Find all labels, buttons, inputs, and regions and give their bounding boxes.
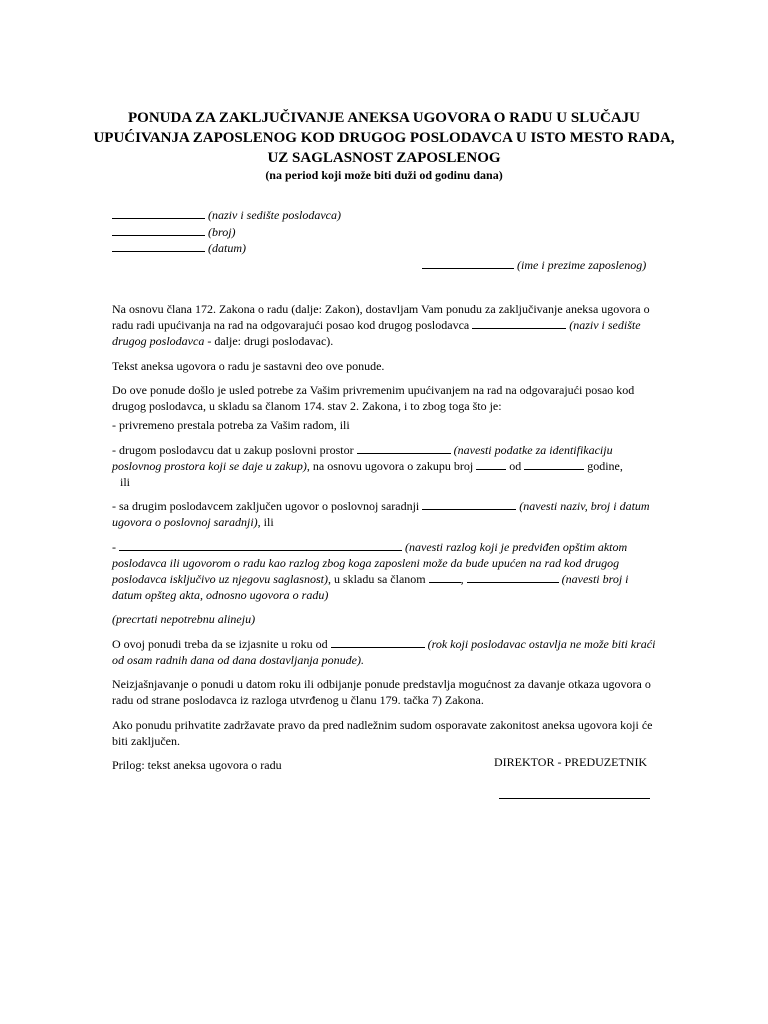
bullet-4-dash: - <box>112 539 116 554</box>
bullet-2-text-2: , na osnovu ugovora o zakupu broj <box>306 458 474 473</box>
paragraph-consequence: Neizjašnjavanje o ponudi u datom roku ili odbijanje ponude predstavlja mogućnost za davanje otkaza ugovora o radu od strane poslodavca iz razloga utvrđenog u članu 179. tačka 7) Zakona. <box>112 677 651 707</box>
deadline-hint: (rok koji poslodavac ostavlja ne može biti kraći od osam radnih dana od dana dostavljanja ponude). <box>112 636 656 667</box>
bullet-2-hint: (navesti podatke za identifikaciju poslovnog prostora koji se daje u zakup) <box>112 442 613 473</box>
date-blank <box>112 241 205 252</box>
intro-hint: (naziv i sedište drugog poslodavca <box>112 318 641 348</box>
paragraph-reason: Do ove ponude došlo je usled potrebe za Vašim privremenim upućivanjem na rad na odgovarajući posao kod drugog poslodavca, u skladu sa članom 174. stav 2. Zakona, i to zbog toga što je: <box>112 383 635 413</box>
intro-text: Na osnovu člana 172. Zakona o radu (dalje: Zakon), dostavljam Vam ponudu za zaključivanje aneksa ugovora o radu radi upućivanja na rad na odgovarajući posao kod drugog poslodavca <box>112 302 650 332</box>
employee-hint: (ime i prezime zaposlenog) <box>517 258 647 272</box>
bullet-3-text-2: , ili <box>257 515 274 529</box>
bullet-1: - privremeno prestala potreba za Vašim radom, ili <box>112 418 350 432</box>
bullet-3-blank <box>422 499 516 510</box>
bullet-2 <box>112 442 657 490</box>
bullet-4-hint: (navesti razlog koji je predviđen opštim aktom poslodavca ili ugovorom o radu kao razlog zbog koga zaposleni može da bude upućen na rad kod drugog poslodavca isključivo uz njegovu saglasnost) <box>112 539 628 586</box>
bullet-3-text: - sa drugim poslodavcem zaključen ugovor o poslovnoj saradnji <box>112 499 420 513</box>
number-blank <box>112 225 205 236</box>
paragraph-annex: Tekst aneksa ugovora o radu je sastavni deo ove ponude. <box>112 358 385 373</box>
employer-blank <box>112 208 205 219</box>
bullet-4-hint-2: (navesti broj i datum opšteg akta, odnosno ugovora o radu) <box>112 571 629 602</box>
signature-line <box>499 786 650 799</box>
bullet-3-hint: (navesti naziv, broj i datum ugovora o poslovnoj saradnji) <box>112 499 650 529</box>
bullet-2-ili: ili <box>120 474 131 489</box>
intro-text-end: - dalje: drugi poslodavac). <box>204 334 334 348</box>
bullet-2-blank-3 <box>524 459 584 470</box>
number-hint: (broj) <box>208 224 236 239</box>
bullet-4-blank-1 <box>119 540 402 551</box>
paragraph-rights: Ako ponudu prihvatite zadržavate pravo da pred nadležnim sudom osporavate zakonitost aneksa ugovora koji će biti zaključen. <box>112 717 653 748</box>
bullet-2-text-3: godine, <box>587 458 623 473</box>
title-line-3: UZ SAGLASNOST ZAPOSLENOG <box>267 150 501 166</box>
bullet-4-blank-3 <box>467 572 559 583</box>
employee-field <box>422 258 646 273</box>
number-field <box>112 224 341 241</box>
bullet-2-blank-2 <box>476 459 506 470</box>
bullet-4-text-2: , u skladu sa članom <box>327 571 426 586</box>
intro-blank <box>472 318 566 329</box>
date-field <box>112 240 341 257</box>
bullet-4-blank-2 <box>429 572 461 583</box>
date-hint: (datum) <box>208 241 246 255</box>
employee-blank <box>422 258 514 269</box>
title-line-2: UPUĆIVANJA ZAPOSLENOG KOD DRUGOG POSLODAVCA U ISTO MESTO RADA, <box>93 130 675 146</box>
employer-field <box>112 207 341 224</box>
paragraph-deadline <box>112 636 657 668</box>
paragraph-attachment: Prilog: tekst aneksa ugovora o radu <box>112 758 282 772</box>
title-subtitle: (na period koji može biti duži od godinu dana) <box>265 168 503 182</box>
bullet-2-od: od <box>509 458 522 473</box>
director-title: DIREKTOR - PREDUZETNIK <box>494 755 648 769</box>
bullet-4: - (navesti razlog koji je predviđen opštim aktom poslodavca ili ugovorom o radu kao razlog zbog koga zaposleni može da bude upućen na rad kod drugog poslodavca isključivo uz njegovu saglasnost), u skladu sa članom , (navesti broj i datum opšteg akta, odnosno ugovora o radu) <box>112 539 629 602</box>
header-fields <box>112 207 341 257</box>
deadline-blank <box>331 637 425 648</box>
employer-hint: (naziv i sedište poslodavca) <box>208 208 341 222</box>
bullet-3 <box>112 498 657 530</box>
paragraph-intro <box>112 301 657 349</box>
deadline-text: O ovoj ponudi treba da se izjasnite u roku od <box>112 636 328 651</box>
document-title <box>0 108 768 183</box>
strike-note: (precrtati nepotrebnu alineju) <box>112 612 256 626</box>
title-line-1: PONUDA ZA ZAKLJUČIVANJE ANEKSA UGOVORA O RADU U SLUČAJU <box>128 110 640 126</box>
bullet-2-blank-1 <box>357 443 451 454</box>
bullet-2-text: - drugom poslodavcu dat u zakup poslovni prostor <box>112 442 354 457</box>
document-body <box>112 301 657 782</box>
